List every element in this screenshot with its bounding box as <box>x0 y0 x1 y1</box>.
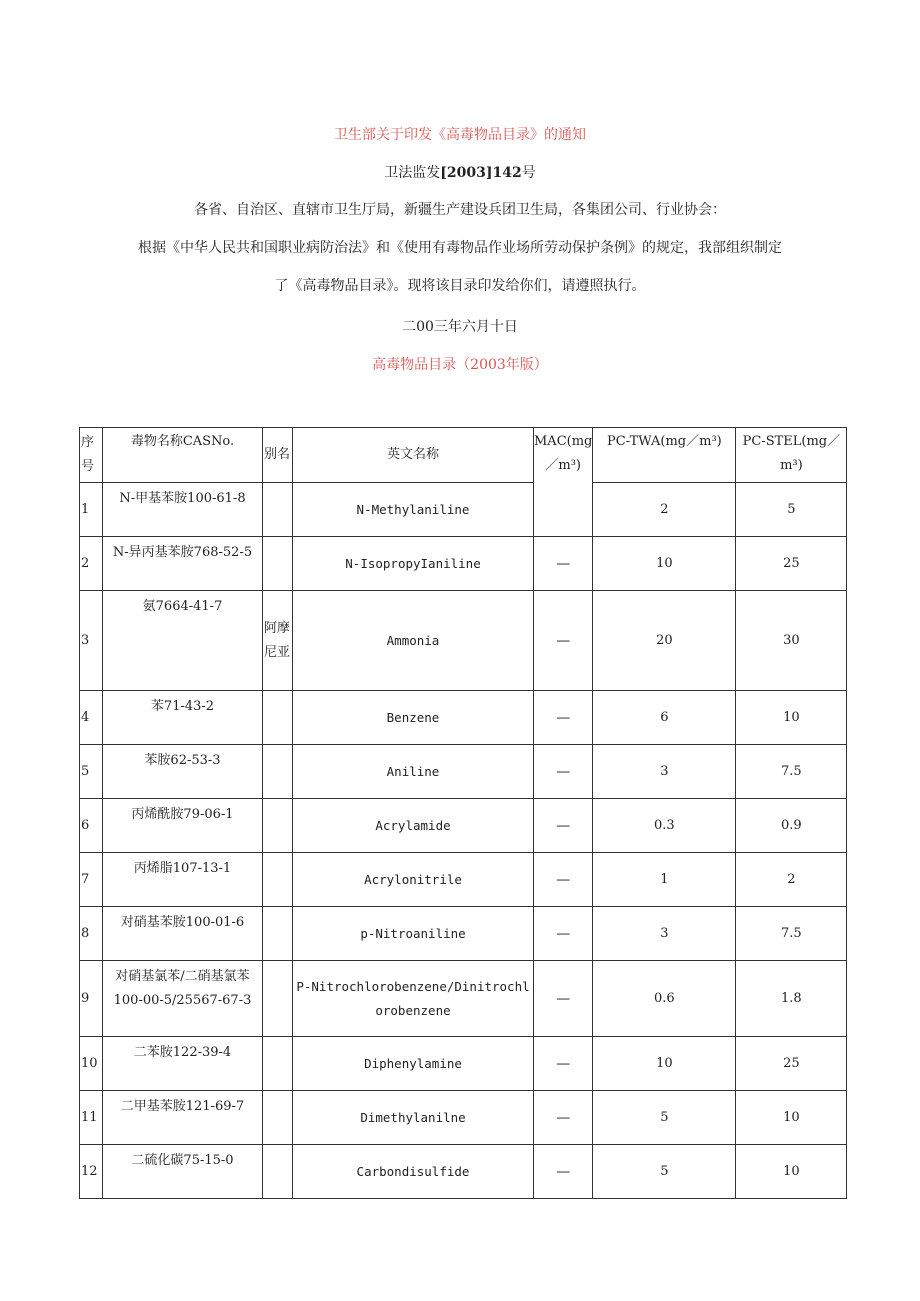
table-row <box>80 907 847 961</box>
cell-index: 4 <box>80 691 103 745</box>
cell-english: Aniline <box>293 745 534 799</box>
cell-alias <box>263 961 293 1037</box>
table-row <box>80 483 847 537</box>
table-row <box>80 799 847 853</box>
cell-stel: 30 <box>736 591 847 691</box>
header-stel: PC-STEL(mg／m³) <box>736 428 847 483</box>
catalog-subtitle: 高毒物品目录（2003年版） <box>372 357 548 373</box>
cell-stel: 7.5 <box>736 745 847 799</box>
cell-mac: — <box>534 691 593 745</box>
table-row <box>80 1145 847 1199</box>
cell-stel: 10 <box>736 1145 847 1199</box>
cell-stel: 25 <box>736 1037 847 1091</box>
cell-index: 11 <box>80 1091 103 1145</box>
cell-name: 对硝基氯苯/二硝基氯苯100-00-5/25567-67-3 <box>103 961 263 1037</box>
cell-alias <box>263 907 293 961</box>
cell-index: 8 <box>80 907 103 961</box>
document-number <box>0 162 920 182</box>
table-row <box>80 745 847 799</box>
notice-title: 卫生部关于印发《高毒物品目录》的通知 <box>334 127 586 143</box>
header-alias: 别名 <box>263 428 293 483</box>
cell-index: 1 <box>80 483 103 537</box>
cell-english: P-Nitrochlorobenzene/Dinitrochlorobenzene <box>293 961 534 1037</box>
cell-stel: 5 <box>736 483 847 537</box>
cell-twa: 20 <box>593 591 736 691</box>
cell-index: 2 <box>80 537 103 591</box>
header-english: 英文名称 <box>293 428 534 483</box>
table-header-row <box>80 428 847 483</box>
cell-alias <box>263 691 293 745</box>
header-twa: PC-TWA(mg／m³) <box>593 428 736 483</box>
cell-stel: 10 <box>736 691 847 745</box>
cell-mac: — <box>534 799 593 853</box>
doc-number-bold: [2003]142 <box>440 165 522 181</box>
cell-alias <box>263 1037 293 1091</box>
cell-twa: 3 <box>593 745 736 799</box>
cell-alias <box>263 799 293 853</box>
cell-twa: 2 <box>593 483 736 537</box>
cell-english: Benzene <box>293 691 534 745</box>
cell-index: 7 <box>80 853 103 907</box>
cell-index: 9 <box>80 961 103 1037</box>
cell-mac: — <box>534 853 593 907</box>
cell-index: 6 <box>80 799 103 853</box>
cell-alias <box>263 1091 293 1145</box>
table-row <box>80 961 847 1037</box>
cell-english: Diphenylamine <box>293 1037 534 1091</box>
cell-stel: 2 <box>736 853 847 907</box>
toxic-substance-table <box>79 427 847 1199</box>
cell-alias <box>263 745 293 799</box>
cell-index: 10 <box>80 1037 103 1091</box>
cell-stel: 10 <box>736 1091 847 1145</box>
cell-stel: 0.9 <box>736 799 847 853</box>
cell-english: Ammonia <box>293 591 534 691</box>
cell-alias <box>263 537 293 591</box>
cell-twa: 5 <box>593 1145 736 1199</box>
cell-name: 丙烯脂107-13-1 <box>103 853 263 907</box>
table-row <box>80 691 847 745</box>
table-row <box>80 853 847 907</box>
cell-twa: 10 <box>593 537 736 591</box>
cell-name: N-甲基苯胺100-61-8 <box>103 483 263 537</box>
cell-name: 苯71-43-2 <box>103 691 263 745</box>
cell-name: N-异丙基苯胺768-52-5 <box>103 537 263 591</box>
cell-mac: — <box>534 591 593 691</box>
cell-name: 二苯胺122-39-4 <box>103 1037 263 1091</box>
table-row <box>80 591 847 691</box>
cell-stel: 25 <box>736 537 847 591</box>
cell-twa: 0.6 <box>593 961 736 1037</box>
addressee-line: 各省、自治区、直辖市卫生厅局，新疆生产建设兵团卫生局，各集团公司、行业协会： <box>194 202 726 218</box>
cell-english: p-Nitroaniline <box>293 907 534 961</box>
body-line-2: 了《高毒物品目录》。现将该目录印发给你们，请遵照执行。 <box>274 278 646 294</box>
cell-twa: 0.3 <box>593 799 736 853</box>
cell-alias <box>263 853 293 907</box>
cell-mac: — <box>534 907 593 961</box>
cell-twa: 10 <box>593 1037 736 1091</box>
cell-twa: 3 <box>593 907 736 961</box>
cell-english: N-Methylaniline <box>293 483 534 537</box>
cell-name: 二甲基苯胺121-69-7 <box>103 1091 263 1145</box>
cell-name: 丙烯酰胺79-06-1 <box>103 799 263 853</box>
table-row <box>80 537 847 591</box>
notice-date: 二00三年六月十日 <box>402 319 518 335</box>
cell-index: 5 <box>80 745 103 799</box>
header-mac: MAC(mg／m³) <box>534 428 593 537</box>
cell-index: 3 <box>80 591 103 691</box>
body-line-1: 根据《中华人民共和国职业病防治法》和《使用有毒物品作业场所劳动保护条例》的规定，我部组织制定 <box>138 240 782 256</box>
doc-prefix: 卫法监发 <box>384 165 441 181</box>
table-row <box>80 1037 847 1091</box>
cell-mac: — <box>534 1037 593 1091</box>
cell-mac: — <box>534 537 593 591</box>
cell-english: Acrylamide <box>293 799 534 853</box>
cell-name: 对硝基苯胺100-01-6 <box>103 907 263 961</box>
cell-alias <box>263 483 293 537</box>
cell-alias: 阿摩尼亚 <box>263 591 293 691</box>
cell-twa: 5 <box>593 1091 736 1145</box>
cell-mac: — <box>534 745 593 799</box>
cell-english: N-IsopropyIaniline <box>293 537 534 591</box>
cell-index: 12 <box>80 1145 103 1199</box>
cell-stel: 1.8 <box>736 961 847 1037</box>
cell-mac: — <box>534 1145 593 1199</box>
header-index: 序号 <box>80 428 103 483</box>
cell-name: 苯胺62-53-3 <box>103 745 263 799</box>
doc-suffix: 号 <box>521 165 536 181</box>
cell-english: Dimethylanilne <box>293 1091 534 1145</box>
cell-name: 氨7664-41-7 <box>103 591 263 691</box>
cell-name: 二硫化碳75-15-0 <box>103 1145 263 1199</box>
cell-mac: — <box>534 961 593 1037</box>
cell-english: Carbondisulfide <box>293 1145 534 1199</box>
header-name: 毒物名称CASNo. <box>103 428 263 483</box>
cell-stel: 7.5 <box>736 907 847 961</box>
cell-twa: 1 <box>593 853 736 907</box>
cell-twa: 6 <box>593 691 736 745</box>
table-row <box>80 1091 847 1145</box>
cell-mac: — <box>534 1091 593 1145</box>
cell-english: Acrylonitrile <box>293 853 534 907</box>
cell-alias <box>263 1145 293 1199</box>
